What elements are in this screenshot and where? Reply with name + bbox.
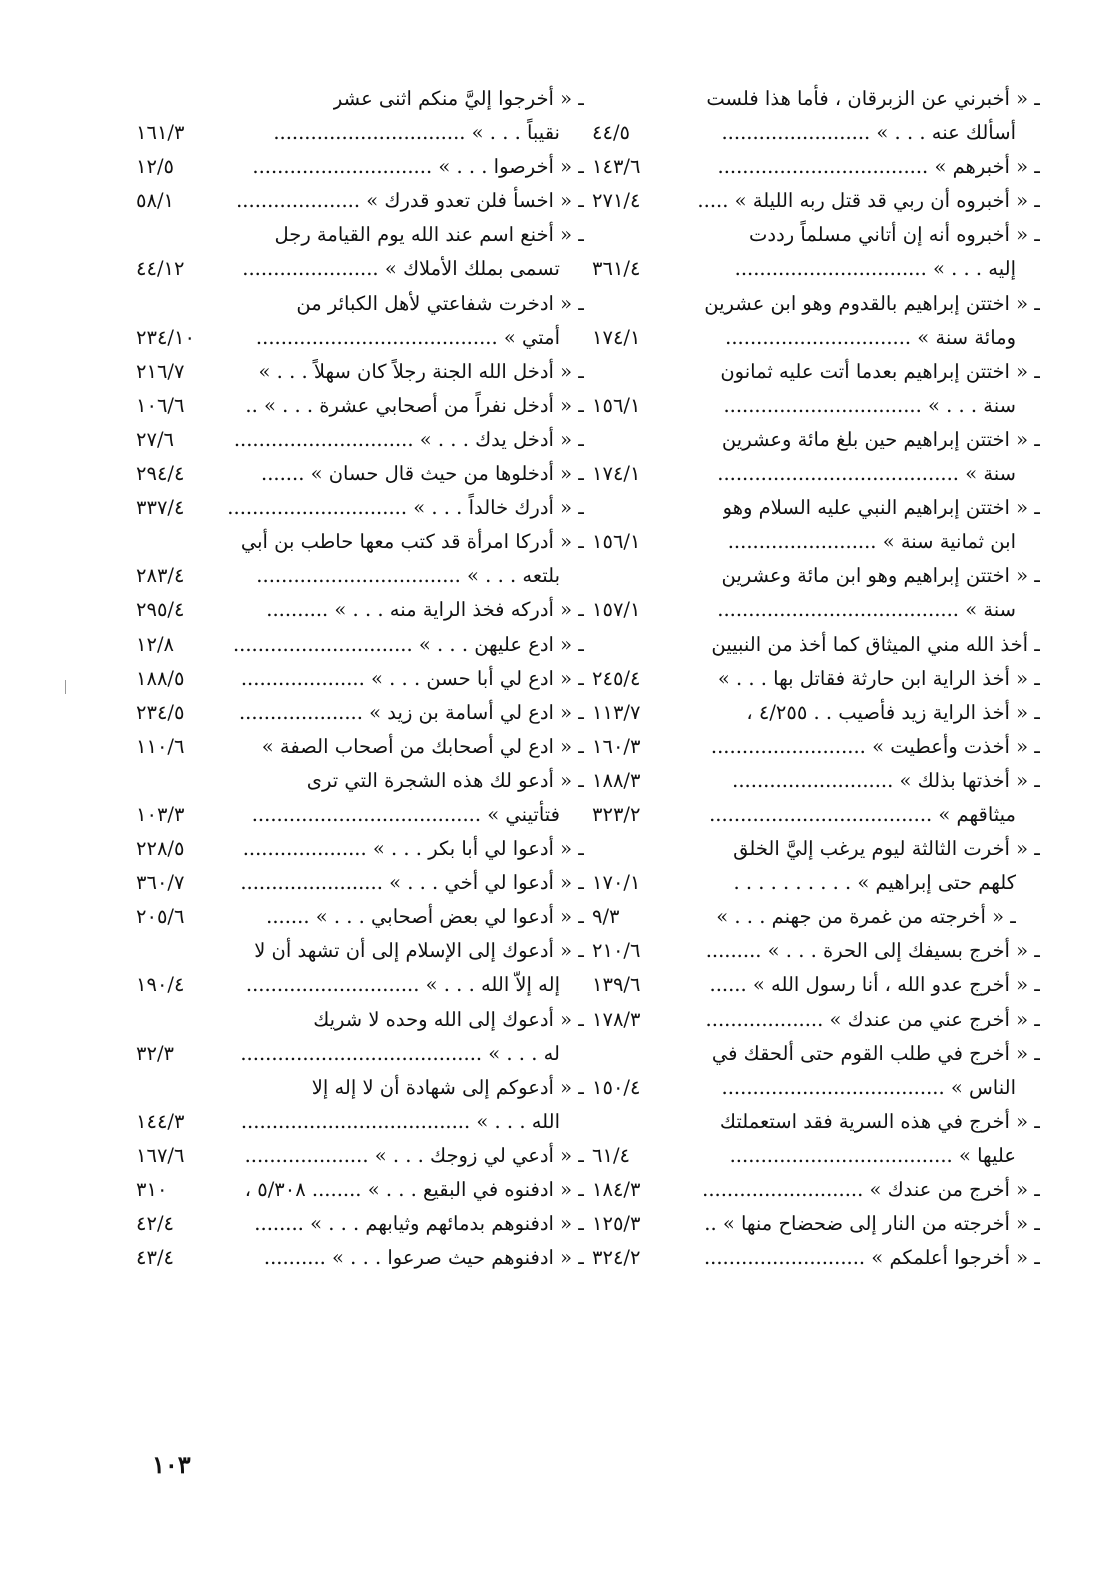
entry-reference: ١٨٨/٥ xyxy=(136,666,185,690)
entry-text: ـ « أخرت الثالثة ليوم يرغب إليَّ الخلق xyxy=(733,837,1040,861)
entry-text: سنة » ....................................... xyxy=(717,462,1016,486)
entry-text: ـ « اختتن إبراهيم النبي عليه السلام وهو xyxy=(722,496,1040,520)
entry-text: ـ « ادع لي أصحابك من أصحاب الصفة » xyxy=(261,734,584,758)
index-entry xyxy=(592,832,1040,866)
index-entry xyxy=(136,764,584,798)
entry-text: تسمى بملك الأملاك » ...................... xyxy=(242,257,560,281)
index-entry xyxy=(592,525,1040,559)
entry-reference: ١٧٤/١ xyxy=(592,462,641,486)
index-entry xyxy=(136,662,584,696)
entry-reference: ٢٩٤/٤ xyxy=(136,462,185,486)
entry-text: ـ « أخرجوا أعلمكم » .......................... xyxy=(703,1246,1040,1270)
entry-text: ـ « أخرج في طلب القوم حتى ألحقك في xyxy=(711,1041,1040,1065)
entry-text: ـ « ادفنوه في البقيع . . . » ........ ٥/٣٠٨ ، xyxy=(244,1178,584,1201)
entry-text: سنة » ....................................... xyxy=(717,598,1016,622)
entry-text: ميثاقهم » .................................... xyxy=(709,802,1016,826)
entry-text: ـ « أدعوك إلى الله وحده لا شريك xyxy=(313,1007,584,1031)
entry-reference: ١٤٣/٦ xyxy=(592,155,641,179)
entry-reference: ٣١٠ xyxy=(136,1178,168,1201)
index-entry xyxy=(592,423,1040,457)
index-entry xyxy=(592,389,1040,423)
entry-text: بلتعه . . . » ................................. xyxy=(256,564,560,588)
entry-text: عليها » .................................... xyxy=(729,1143,1016,1167)
index-entry xyxy=(592,1139,1040,1173)
entry-reference: ٤٤/٥ xyxy=(592,121,630,145)
entry-text: ـ « أخذتها بذلك » .......................... xyxy=(732,768,1040,792)
index-entry xyxy=(136,82,584,116)
entry-reference: ٢٠٥/٦ xyxy=(136,905,185,929)
index-entry xyxy=(136,218,584,252)
index-entry xyxy=(136,900,584,934)
entry-text: ـ « أدخل نفراً من أصحابي عشرة . . . » .. xyxy=(245,393,584,417)
index-entry xyxy=(592,321,1040,355)
entry-text: ـ « أدعوك إلى الإسلام إلى أن تشهد أن لا xyxy=(254,939,584,963)
entry-reference: ٩/٣ xyxy=(592,905,620,929)
entry-text: ـ « أخبرني عن الزبرقان ، فأما هذا فلست xyxy=(706,87,1040,110)
right-column xyxy=(592,82,1040,1275)
index-entry xyxy=(592,1003,1040,1037)
entry-text: ـ « أخرج في هذه السرية فقد استعملتك xyxy=(719,1109,1040,1133)
index-entry xyxy=(592,798,1040,832)
entry-reference: ٢٣٤/١٠ xyxy=(136,325,195,349)
entry-reference: ١٦٠/٣ xyxy=(592,734,641,758)
index-entry xyxy=(136,628,584,662)
entry-text: أمتي » ....................................... xyxy=(255,325,560,349)
index-entry xyxy=(136,287,584,321)
entry-reference: ١٠٣/٣ xyxy=(136,802,185,826)
index-entry xyxy=(592,730,1040,764)
index-entry xyxy=(592,1037,1040,1071)
index-entry xyxy=(136,832,584,866)
page-number: ١٠٣ xyxy=(152,1450,191,1479)
entry-reference: ١٩٠/٤ xyxy=(136,973,185,997)
entry-reference: ١٢٥/٣ xyxy=(592,1212,641,1236)
entry-text: ـ « أدعوا لي أبا بكر . . . » .................... xyxy=(242,837,584,861)
entry-reference: ٤٤/١٢ xyxy=(136,257,185,281)
entry-reference: ٢١٦/٧ xyxy=(136,359,185,383)
entry-text: ومائة سنة » .............................. xyxy=(725,325,1016,349)
entry-text: ـ « اختتن إبراهيم بالقدوم وهو ابن عشرين xyxy=(704,291,1040,315)
index-entry xyxy=(592,457,1040,491)
entry-text: ـ « اختتن إبراهيم وهو ابن مائة وعشرين xyxy=(721,564,1040,588)
index-entry xyxy=(136,730,584,764)
entry-text: ـ « أدخل الله الجنة رجلاً كان سهلاً . . . » xyxy=(258,359,584,383)
entry-reference: ١٤٤/٣ xyxy=(136,1109,185,1133)
entry-reference: ٣٣٧/٤ xyxy=(136,496,185,520)
left-column xyxy=(136,82,584,1275)
index-entry xyxy=(592,252,1040,286)
entry-text: الله . . . » ..................................... xyxy=(240,1109,560,1133)
entry-reference: ١٨٨/٣ xyxy=(592,768,641,792)
entry-text: ـ أخذ الله مني الميثاق كما أخذ من النبيين xyxy=(711,632,1040,656)
index-entry xyxy=(592,593,1040,627)
index-entry xyxy=(136,116,584,150)
index-entry xyxy=(592,184,1040,218)
index-entry xyxy=(592,116,1040,150)
entry-reference: ٣٦٠/٧ xyxy=(136,871,185,895)
index-entry xyxy=(592,1241,1040,1275)
index-entry xyxy=(136,934,584,968)
index-entry xyxy=(136,1207,584,1241)
entry-text: ـ « أخبروه أن ربي قد قتل ربه الليلة » ..... xyxy=(697,189,1040,213)
index-entry xyxy=(136,1105,584,1139)
index-entry xyxy=(592,355,1040,389)
index-entry xyxy=(592,1173,1040,1207)
entry-text: ـ « ادفنوهم بدمائهم وثيابهم . . . » ........ xyxy=(254,1212,584,1236)
index-entry xyxy=(136,1003,584,1037)
index-entry xyxy=(136,423,584,457)
index-entry xyxy=(136,968,584,1002)
entry-text: ـ « أدرك خالداً . . . » ............................. xyxy=(227,496,584,520)
index-entry xyxy=(136,1173,584,1207)
index-entry xyxy=(136,525,584,559)
entry-text: الناس » .................................... xyxy=(721,1075,1016,1099)
entry-text: ـ « أدركه فخذ الراية منه . . . » .......... xyxy=(266,598,584,622)
entry-text: ـ « أخذ الراية زيد فأصيب . . ٤/٢٥٥ ، xyxy=(746,700,1040,724)
index-entry xyxy=(592,662,1040,696)
index-entry xyxy=(592,287,1040,321)
entry-text: ـ « أدعوا لي أخي . . . » ....................... xyxy=(240,871,584,895)
index-entry xyxy=(136,1071,584,1105)
entry-reference: ٦١/٤ xyxy=(592,1143,630,1167)
entry-reference: ١٧٤/١ xyxy=(592,325,641,349)
entry-text: ـ « أدركا امرأة قد كتب معها حاطب بن أبي xyxy=(240,530,584,554)
entry-text: ـ « أدعو لك هذه الشجرة التي ترى xyxy=(306,768,584,792)
entry-text: سنة . . . » ................................ xyxy=(723,393,1016,417)
index-entry xyxy=(136,184,584,218)
index-entry xyxy=(592,900,1040,934)
entry-text: ـ « أخرج عني من عندك » ................... xyxy=(705,1007,1040,1031)
entry-text: إله إلاّ الله . . . » ............................ xyxy=(245,973,560,997)
entry-reference: ١٧٨/٣ xyxy=(592,1007,641,1031)
entry-text: ـ « أخرج من عندك » .......................... xyxy=(702,1178,1040,1201)
entry-text: ـ « أدخل يدك . . . » ............................. xyxy=(233,427,584,451)
index-entry xyxy=(136,491,584,525)
entry-reference: ٥٨/١ xyxy=(136,189,174,213)
index-entry xyxy=(592,150,1040,184)
index-entry xyxy=(136,866,584,900)
index-entry xyxy=(592,82,1040,116)
entry-reference: ١٦٧/٦ xyxy=(136,1143,185,1167)
entry-reference: ١٨٤/٣ xyxy=(592,1178,641,1201)
entry-reference: ١٥٧/١ xyxy=(592,598,641,622)
index-entry xyxy=(136,696,584,730)
index-entry xyxy=(136,1139,584,1173)
entry-reference: ٢٧١/٤ xyxy=(592,189,641,213)
entry-text: ـ « ادع عليهن . . . » ............................. xyxy=(232,632,584,656)
entry-text: ـ « أخذ الراية ابن حارثة فقاتل بها . . . » xyxy=(717,666,1040,690)
entry-reference: ١٥٦/١ xyxy=(592,530,641,554)
entry-reference: ١٢/٥ xyxy=(136,155,174,179)
entry-reference: ٤٣/٤ xyxy=(136,1246,174,1270)
margin-mark xyxy=(65,680,66,694)
entry-reference: ٤٢/٤ xyxy=(136,1212,174,1236)
index-entry xyxy=(136,798,584,832)
index-entry xyxy=(592,1105,1040,1139)
index-entry xyxy=(592,628,1040,662)
index-entry xyxy=(136,1037,584,1071)
entry-text: نقيباً . . . » ............................... xyxy=(273,121,560,145)
entry-reference: ٢١٠/٦ xyxy=(592,939,641,963)
entry-text: ـ « أخذت وأعطيت » ......................... xyxy=(710,734,1040,758)
index-entry xyxy=(592,1207,1040,1241)
entry-reference: ١٦١/٣ xyxy=(136,121,185,145)
index-entry xyxy=(592,559,1040,593)
entry-reference: ٣٦١/٤ xyxy=(592,257,641,281)
entry-text: له . . . » ....................................... xyxy=(240,1041,560,1065)
index-entry xyxy=(592,218,1040,252)
index-entry xyxy=(136,150,584,184)
entry-text: ـ « ادفنوهم حيث صرعوا . . . » .......... xyxy=(263,1246,584,1270)
entry-text: ـ « اخسأ فلن تعدو قدرك » .................... xyxy=(236,189,584,213)
entry-text: إليه . . . » ............................... xyxy=(734,257,1016,281)
entry-text: ـ « أخبروه أنه إن أتاني مسلماً رددت xyxy=(749,223,1040,247)
entry-reference: ١٣٩/٦ xyxy=(592,973,641,997)
entry-text: ـ « أخرج بسيفك إلى الحرة . . . » ......... xyxy=(705,939,1040,963)
entry-text: ـ « أخرصوا . . . » ............................. xyxy=(252,155,584,179)
index-entry xyxy=(136,457,584,491)
index-entry xyxy=(592,491,1040,525)
entry-reference: ٢٩٥/٤ xyxy=(136,598,185,622)
entry-reference: ٢٣٤/٥ xyxy=(136,700,185,724)
index-entry xyxy=(136,559,584,593)
entry-reference: ٢٨٣/٤ xyxy=(136,564,185,588)
index-entry xyxy=(592,866,1040,900)
index-entry xyxy=(592,934,1040,968)
entry-reference: ١٠٦/٦ xyxy=(136,393,185,417)
entry-reference: ١٧٠/١ xyxy=(592,871,641,895)
entry-text: ـ « أدعوكم إلى شهادة أن لا إله إلا xyxy=(311,1075,584,1099)
entry-text: ـ « أدخلوها من حيث قال حسان » ....... xyxy=(261,462,584,486)
entry-text: كلهم حتى إبراهيم » . . . . . . . . . . xyxy=(733,871,1016,895)
entry-reference: ٣٢٤/٢ xyxy=(592,1246,641,1270)
entry-reference: ٣٢٣/٢ xyxy=(592,802,641,826)
entry-text: ـ « أدعوا لي بعض أصحابي . . . » ....... xyxy=(266,905,584,929)
entry-text: ـ « أدعي لي زوجك . . . » .................... xyxy=(244,1143,584,1167)
index-entry xyxy=(592,696,1040,730)
index-entry xyxy=(592,1071,1040,1105)
entry-text: أسألك عنه . . . » ........................ xyxy=(721,121,1016,145)
index-entry xyxy=(592,764,1040,798)
index-entry xyxy=(136,1241,584,1275)
entry-reference: ١١٠/٦ xyxy=(136,734,185,758)
entry-text: فتأتيني » ..................................... xyxy=(251,802,560,826)
index-entry xyxy=(136,252,584,286)
entry-reference: ١٥٠/٤ xyxy=(592,1075,641,1099)
entry-reference: ١١٣/٧ xyxy=(592,700,641,724)
entry-text: ـ « أخرج عدو الله ، أنا رسول الله » ...... xyxy=(709,973,1040,997)
index-entry xyxy=(136,355,584,389)
entry-text: ـ « ادع لي أسامة بن زيد » .................... xyxy=(238,700,584,724)
entry-reference: ٢٧/٦ xyxy=(136,427,174,451)
index-entry xyxy=(136,389,584,423)
entry-text: ـ « أخبرهم » .................................. xyxy=(717,155,1040,179)
entry-reference: ١٥٦/١ xyxy=(592,393,641,417)
entry-reference: ٣٢/٣ xyxy=(136,1041,174,1065)
entry-text: ـ « أخرجته من النار إلى ضحضاح منها » .. xyxy=(704,1212,1040,1236)
index-entry xyxy=(136,593,584,627)
index-entry xyxy=(136,321,584,355)
entry-text: ابن ثمانية سنة » ........................ xyxy=(727,530,1016,554)
entry-text: ـ « أخرجوا إليَّ منكم اثنى عشر xyxy=(332,87,584,110)
index-entry xyxy=(592,968,1040,1002)
entry-reference: ١٢/٨ xyxy=(136,632,174,656)
entry-text: ـ « اختتن إبراهيم بعدما أتت عليه ثمانون xyxy=(720,359,1040,383)
entry-text: ـ « ادخرت شفاعتي لأهل الكبائر من xyxy=(296,291,584,315)
entry-reference: ٢٢٨/٥ xyxy=(136,837,185,861)
entry-text: ـ « أخنع اسم عند الله يوم القيامة رجل xyxy=(274,223,584,247)
entry-text: ـ « ادع لي أبا حسن . . . » .................... xyxy=(240,666,584,690)
entry-text: ـ « أخرجته من غمرة من جهنم . . . » xyxy=(716,905,1016,929)
entry-reference: ٢٤٥/٤ xyxy=(592,666,641,690)
entry-text: ـ « اختتن إبراهيم حين بلغ مائة وعشرين xyxy=(721,427,1040,451)
